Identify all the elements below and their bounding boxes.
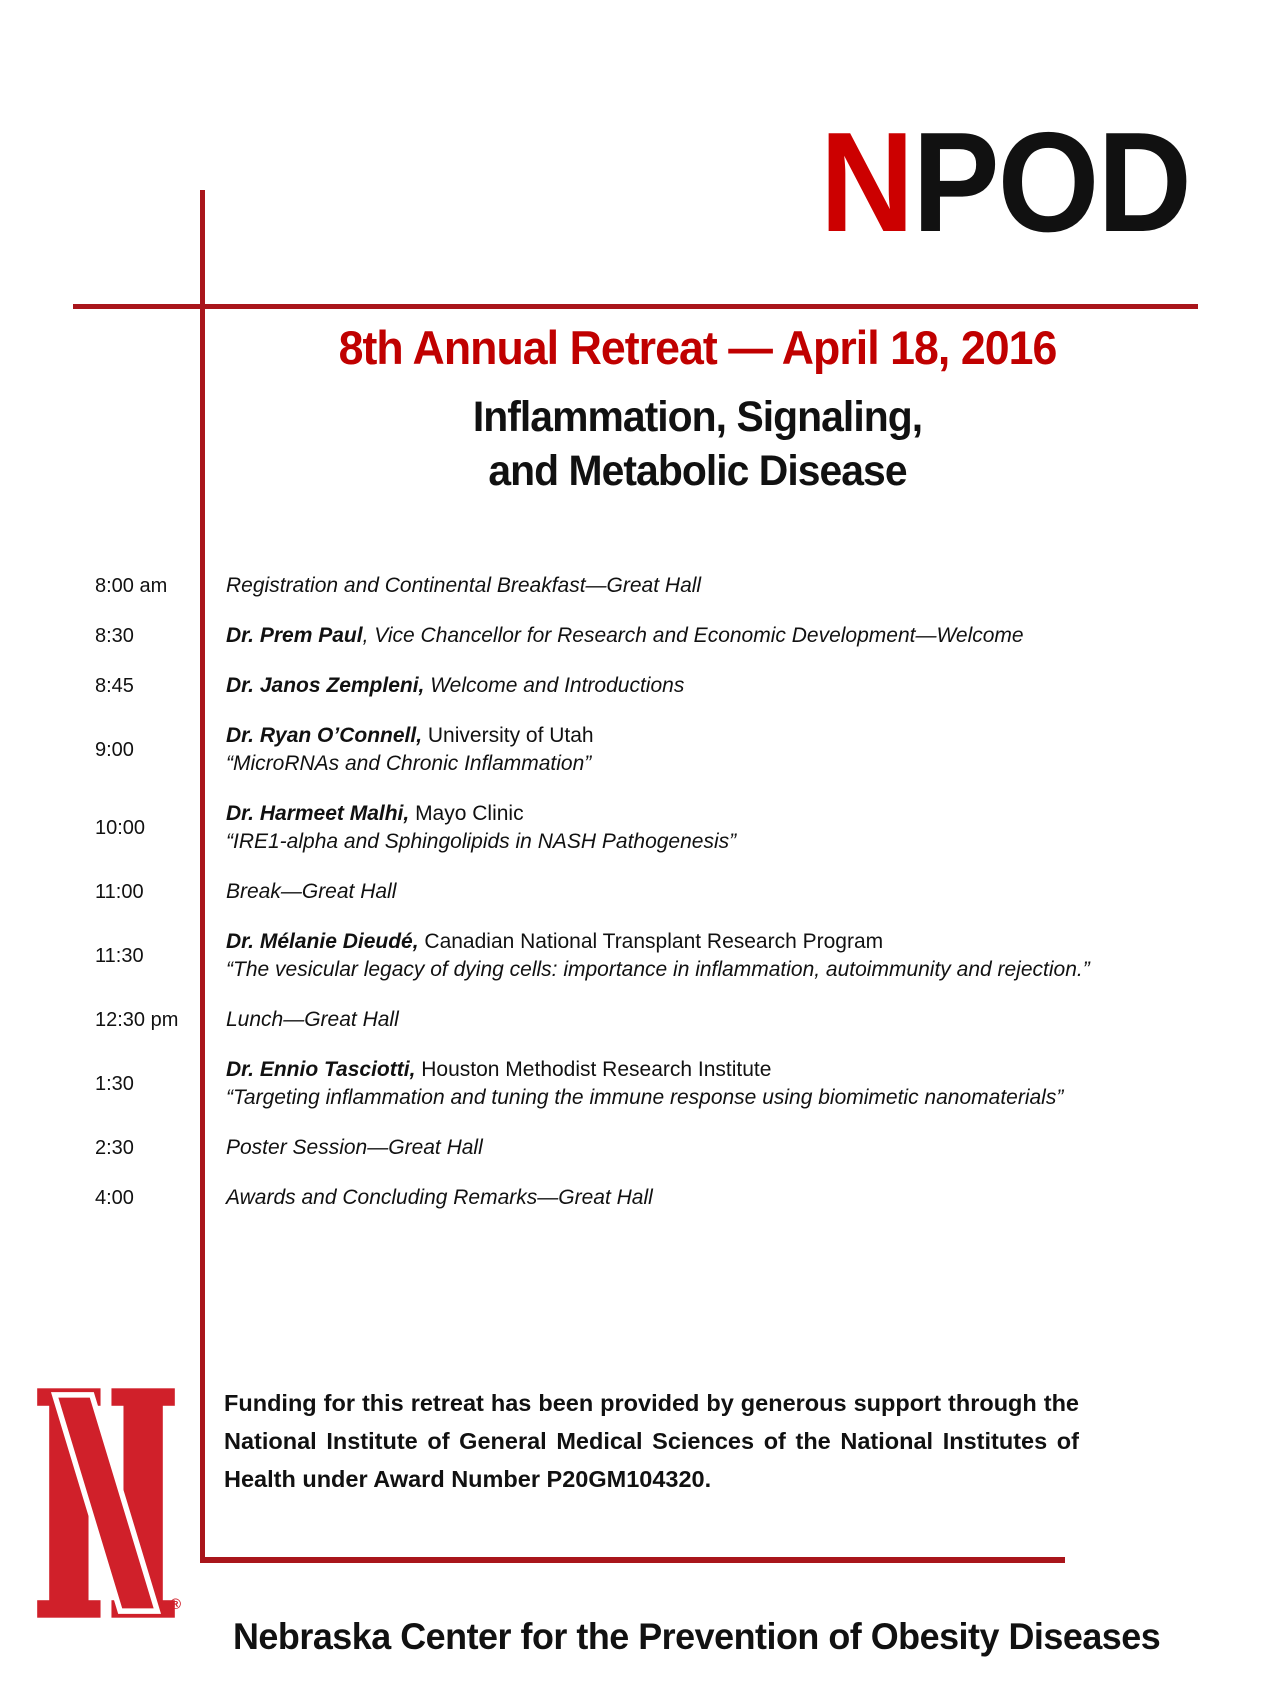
schedule-row-0845 <box>95 672 1185 700</box>
schedule-event <box>205 572 1185 600</box>
registered-trademark-icon: ® <box>170 1596 182 1613</box>
schedule-event <box>205 1184 1185 1212</box>
npod-logo <box>95 103 1190 262</box>
speaker-name: Dr. Ennio Tasciotti, <box>226 1058 416 1081</box>
schedule-event <box>205 1134 1185 1162</box>
schedule-time: 12:30 pm <box>95 1009 179 1031</box>
schedule-time: 9:00 <box>95 739 134 761</box>
speaker-name: Dr. Harmeet Malhi, <box>226 802 410 825</box>
subtitle-line-2: and Metabolic Disease <box>488 447 907 495</box>
bottom-horizontal-red-rule <box>200 1557 1065 1563</box>
schedule-time: 11:30 <box>95 945 144 967</box>
schedule-event <box>205 722 1185 778</box>
funding-note: Funding for this retreat has been provided by generous support through the National Institute of General Medical Sciences of the National Institutes of Health under Award Number P20GM104320. <box>224 1390 1079 1492</box>
schedule-event <box>205 622 1185 650</box>
schedule-time: 11:00 <box>95 881 144 903</box>
speaker-name: Dr. Prem Paul <box>226 624 363 647</box>
speaker-affiliation: University of Utah <box>422 724 594 747</box>
schedule-time: 8:00 am <box>95 575 168 597</box>
speaker-line <box>226 1056 1185 1084</box>
speaker-affiliation: Canadian National Transplant Research Program <box>418 930 884 953</box>
schedule-event <box>205 878 1185 906</box>
schedule-time: 1:30 <box>95 1073 134 1095</box>
page-title: 8th Annual Retreat — April 18, 2016 <box>338 321 1057 374</box>
talk-title: “IRE1-alpha and Sphingolipids in NASH Pathogenesis” <box>226 830 737 853</box>
talk-title: “The vesicular legacy of dying cells: importance in inflammation, autoimmunity and rejection.” <box>226 958 1090 981</box>
event-text: Break—Great Hall <box>226 880 397 903</box>
event-text: Awards and Concluding Remarks—Great Hall <box>226 1186 653 1209</box>
speaker-name: Dr. Mélanie Dieudé, <box>226 930 419 953</box>
schedule-row-0400 <box>95 1184 1185 1212</box>
schedule-row-0130 <box>95 1056 1185 1112</box>
schedule-time: 8:45 <box>95 675 134 697</box>
schedule-event <box>205 1056 1185 1112</box>
schedule-time: 4:00 <box>95 1187 134 1209</box>
event-text: Poster Session—Great Hall <box>226 1136 483 1159</box>
nebraska-n-logo <box>35 1383 177 1623</box>
schedule-row-1100 <box>95 878 1185 906</box>
speaker-name: Dr. Ryan O’Connell, <box>226 724 423 747</box>
schedule-row-1000 <box>95 800 1185 856</box>
schedule-event <box>205 928 1185 984</box>
speaker-affiliation: Mayo Clinic <box>409 802 524 825</box>
schedule-row-1230 <box>95 1006 1185 1034</box>
footer-organization-name: Nebraska Center for the Prevention of Obesity Diseases <box>233 1616 1161 1657</box>
page-subtitle <box>230 390 1166 498</box>
schedule-row-0230 <box>95 1134 1185 1162</box>
talk-title: “MicroRNAs and Chronic Inflammation” <box>226 752 592 775</box>
schedule-row-0800 <box>95 572 1185 600</box>
event-text: , Vice Chancellor for Research and Economic Development—Welcome <box>362 624 1024 647</box>
schedule-event <box>205 672 1185 700</box>
schedule-list <box>95 572 1185 1234</box>
subtitle-line-1: Inflammation, Signaling, <box>472 393 923 441</box>
schedule-row-1130 <box>95 928 1185 984</box>
speaker-line <box>226 928 1185 956</box>
speaker-line <box>226 722 1185 750</box>
event-text: Lunch—Great Hall <box>226 1008 399 1031</box>
talk-title: “Targeting inflammation and tuning the immune response using biomimetic nanomaterials” <box>226 1086 1064 1109</box>
npod-logo-pod: POD <box>912 103 1190 262</box>
top-horizontal-red-rule <box>73 304 1198 309</box>
npod-logo-n: N <box>819 103 913 262</box>
schedule-event <box>205 800 1185 856</box>
event-text: Welcome and Introductions <box>424 674 685 697</box>
speaker-line <box>226 800 1185 828</box>
schedule-row-0900 <box>95 722 1185 778</box>
schedule-time: 2:30 <box>95 1137 134 1159</box>
schedule-event <box>205 1006 1185 1034</box>
speaker-name: Dr. Janos Zempleni, <box>226 674 425 697</box>
schedule-row-0830 <box>95 622 1185 650</box>
speaker-affiliation: Houston Methodist Research Institute <box>415 1058 772 1081</box>
schedule-time: 8:30 <box>95 625 134 647</box>
schedule-time: 10:00 <box>95 817 146 839</box>
event-text: Registration and Continental Breakfast—Great Hall <box>226 574 702 597</box>
